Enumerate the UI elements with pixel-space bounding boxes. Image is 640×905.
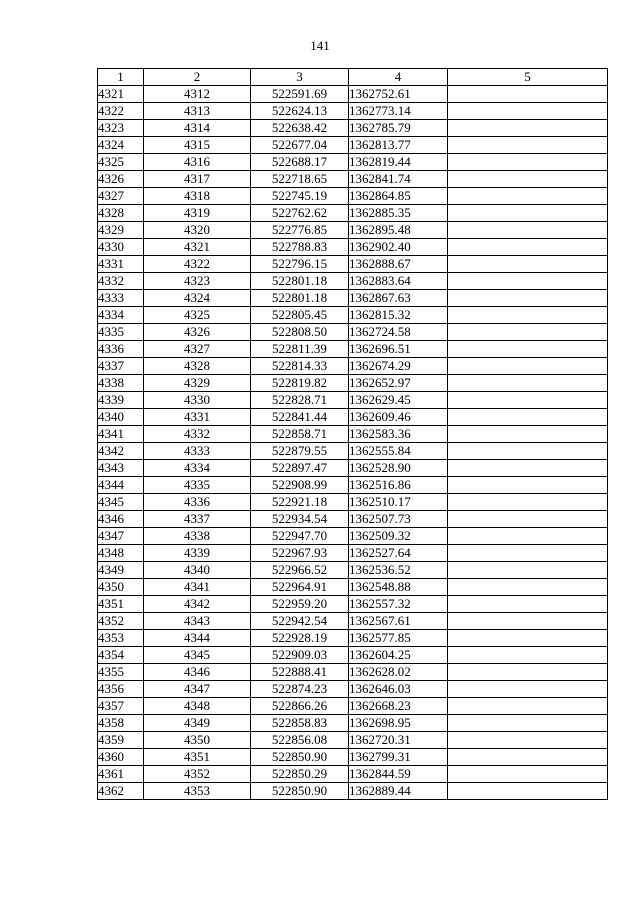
note-cell [448,494,608,511]
coordinate-x: 522942.54 [251,613,349,630]
table-row [98,375,608,392]
row-number: 4331 [98,256,144,273]
table-row [98,120,608,137]
row-number: 4322 [98,103,144,120]
coordinate-y: 1362609.46 [349,409,448,426]
header-col-4: 4 [349,69,448,86]
row-number: 4333 [98,290,144,307]
row-number: 4355 [98,664,144,681]
table-body [98,86,608,800]
coordinate-y: 1362752.61 [349,86,448,103]
table-row [98,222,608,239]
note-cell [448,358,608,375]
coordinate-x: 522624.13 [251,103,349,120]
coordinate-y: 1362698.95 [349,715,448,732]
coordinate-x: 522966.52 [251,562,349,579]
note-cell [448,239,608,256]
note-cell [448,545,608,562]
note-cell [448,511,608,528]
table-row [98,137,608,154]
coordinate-y: 1362509.32 [349,528,448,545]
row-number: 4327 [98,188,144,205]
coordinate-x: 522808.50 [251,324,349,341]
table-row [98,477,608,494]
point-number: 4323 [144,273,251,290]
point-number: 4330 [144,392,251,409]
note-cell [448,375,608,392]
note-cell [448,613,608,630]
row-number: 4356 [98,681,144,698]
coordinate-x: 522801.18 [251,290,349,307]
row-number: 4351 [98,596,144,613]
coordinate-x: 522762.62 [251,205,349,222]
note-cell [448,630,608,647]
note-cell [448,732,608,749]
row-number: 4324 [98,137,144,154]
note-cell [448,528,608,545]
point-number: 4342 [144,596,251,613]
row-number: 4325 [98,154,144,171]
header-col-1: 1 [98,69,144,86]
table-row [98,205,608,222]
coordinate-y: 1362555.84 [349,443,448,460]
point-number: 4343 [144,613,251,630]
note-cell [448,409,608,426]
point-number: 4333 [144,443,251,460]
note-cell [448,579,608,596]
coordinate-x: 522856.08 [251,732,349,749]
point-number: 4347 [144,681,251,698]
row-number: 4334 [98,307,144,324]
point-number: 4334 [144,460,251,477]
note-cell [448,426,608,443]
row-number: 4337 [98,358,144,375]
coordinate-x: 522814.33 [251,358,349,375]
coordinate-y: 1362567.61 [349,613,448,630]
table-header-row [98,69,608,86]
point-number: 4315 [144,137,251,154]
table-row [98,358,608,375]
coordinate-x: 522850.90 [251,749,349,766]
note-cell [448,698,608,715]
table-row [98,562,608,579]
note-cell [448,120,608,137]
note-cell [448,596,608,613]
coordinate-x: 522879.55 [251,443,349,460]
point-number: 4318 [144,188,251,205]
row-number: 4329 [98,222,144,239]
table-row [98,239,608,256]
note-cell [448,681,608,698]
row-number: 4344 [98,477,144,494]
note-cell [448,783,608,800]
coordinate-y: 1362785.79 [349,120,448,137]
coordinate-y: 1362629.45 [349,392,448,409]
table-row [98,732,608,749]
row-number: 4360 [98,749,144,766]
coordinate-x: 522967.93 [251,545,349,562]
table-row [98,426,608,443]
point-number: 4335 [144,477,251,494]
coordinate-x: 522841.44 [251,409,349,426]
table-row [98,630,608,647]
row-number: 4323 [98,120,144,137]
table-row [98,698,608,715]
coordinate-y: 1362773.14 [349,103,448,120]
row-number: 4321 [98,86,144,103]
row-number: 4335 [98,324,144,341]
coordinate-y: 1362889.44 [349,783,448,800]
note-cell [448,664,608,681]
point-number: 4320 [144,222,251,239]
note-cell [448,290,608,307]
point-number: 4327 [144,341,251,358]
coordinate-y: 1362548.88 [349,579,448,596]
row-number: 4342 [98,443,144,460]
table-row [98,273,608,290]
coordinate-x: 522828.71 [251,392,349,409]
point-number: 4329 [144,375,251,392]
coordinate-y: 1362902.40 [349,239,448,256]
table-row [98,545,608,562]
coordinate-x: 522866.26 [251,698,349,715]
coordinate-y: 1362819.44 [349,154,448,171]
row-number: 4347 [98,528,144,545]
table-row [98,664,608,681]
coordinate-x: 522638.42 [251,120,349,137]
row-number: 4343 [98,460,144,477]
coordinate-x: 522897.47 [251,460,349,477]
row-number: 4338 [98,375,144,392]
table-row [98,154,608,171]
coordinate-y: 1362646.03 [349,681,448,698]
table-row [98,171,608,188]
coordinate-y: 1362813.77 [349,137,448,154]
table-row [98,392,608,409]
coordinate-y: 1362507.73 [349,511,448,528]
point-number: 4319 [144,205,251,222]
note-cell [448,477,608,494]
note-cell [448,188,608,205]
coordinate-y: 1362536.52 [349,562,448,579]
point-number: 4312 [144,86,251,103]
note-cell [448,392,608,409]
table-row [98,511,608,528]
point-number: 4322 [144,256,251,273]
row-number: 4340 [98,409,144,426]
coordinates-table [97,68,608,800]
table-row [98,749,608,766]
point-number: 4339 [144,545,251,562]
coordinate-x: 522745.19 [251,188,349,205]
coordinate-y: 1362864.85 [349,188,448,205]
point-number: 4337 [144,511,251,528]
point-number: 4352 [144,766,251,783]
header-col-2: 2 [144,69,251,86]
table-row [98,290,608,307]
row-number: 4326 [98,171,144,188]
note-cell [448,749,608,766]
coordinate-y: 1362844.59 [349,766,448,783]
point-number: 4332 [144,426,251,443]
coordinate-x: 522776.85 [251,222,349,239]
coordinate-x: 522908.99 [251,477,349,494]
table-row [98,460,608,477]
note-cell [448,103,608,120]
note-cell [448,86,608,103]
note-cell [448,460,608,477]
coordinate-y: 1362583.36 [349,426,448,443]
point-number: 4336 [144,494,251,511]
coordinate-y: 1362510.17 [349,494,448,511]
row-number: 4348 [98,545,144,562]
header-col-3: 3 [251,69,349,86]
table-row [98,188,608,205]
row-number: 4341 [98,426,144,443]
row-number: 4359 [98,732,144,749]
coordinate-x: 522858.71 [251,426,349,443]
row-number: 4336 [98,341,144,358]
coordinate-x: 522947.70 [251,528,349,545]
coordinate-x: 522819.82 [251,375,349,392]
coordinate-y: 1362557.32 [349,596,448,613]
coordinate-x: 522805.45 [251,307,349,324]
point-number: 4351 [144,749,251,766]
coordinate-x: 522909.03 [251,647,349,664]
table-row [98,681,608,698]
coordinate-y: 1362720.31 [349,732,448,749]
note-cell [448,647,608,664]
point-number: 4313 [144,103,251,120]
note-cell [448,715,608,732]
point-number: 4340 [144,562,251,579]
row-number: 4358 [98,715,144,732]
coordinate-x: 522921.18 [251,494,349,511]
coordinate-y: 1362674.29 [349,358,448,375]
table-row [98,783,608,800]
point-number: 4346 [144,664,251,681]
point-number: 4350 [144,732,251,749]
row-number: 4339 [98,392,144,409]
row-number: 4328 [98,205,144,222]
coordinate-y: 1362885.35 [349,205,448,222]
coordinate-x: 522688.17 [251,154,349,171]
note-cell [448,324,608,341]
coordinate-y: 1362815.32 [349,307,448,324]
coordinate-y: 1362841.74 [349,171,448,188]
table-row [98,647,608,664]
point-number: 4316 [144,154,251,171]
coordinate-x: 522934.54 [251,511,349,528]
coordinate-y: 1362895.48 [349,222,448,239]
note-cell [448,171,608,188]
coordinate-y: 1362668.23 [349,698,448,715]
coordinate-y: 1362888.67 [349,256,448,273]
row-number: 4361 [98,766,144,783]
coordinate-y: 1362652.97 [349,375,448,392]
row-number: 4332 [98,273,144,290]
coordinate-y: 1362883.64 [349,273,448,290]
table-row [98,528,608,545]
coordinate-y: 1362628.02 [349,664,448,681]
point-number: 4328 [144,358,251,375]
row-number: 4345 [98,494,144,511]
coordinate-x: 522677.04 [251,137,349,154]
table-row [98,409,608,426]
note-cell [448,137,608,154]
table-row [98,766,608,783]
note-cell [448,256,608,273]
coordinate-y: 1362696.51 [349,341,448,358]
point-number: 4326 [144,324,251,341]
row-number: 4352 [98,613,144,630]
header-col-5: 5 [448,69,608,86]
coordinate-y: 1362799.31 [349,749,448,766]
table-row [98,715,608,732]
note-cell [448,443,608,460]
coordinate-y: 1362724.58 [349,324,448,341]
coordinate-x: 522959.20 [251,596,349,613]
coordinate-x: 522928.19 [251,630,349,647]
coordinate-x: 522591.69 [251,86,349,103]
point-number: 4348 [144,698,251,715]
coordinate-x: 522811.39 [251,341,349,358]
point-number: 4341 [144,579,251,596]
coordinate-x: 522788.83 [251,239,349,256]
row-number: 4362 [98,783,144,800]
note-cell [448,222,608,239]
coordinate-x: 522888.41 [251,664,349,681]
row-number: 4350 [98,579,144,596]
point-number: 4314 [144,120,251,137]
coordinate-y: 1362527.64 [349,545,448,562]
note-cell [448,562,608,579]
note-cell [448,273,608,290]
coordinate-x: 522796.15 [251,256,349,273]
coordinate-y: 1362577.85 [349,630,448,647]
table-row [98,613,608,630]
note-cell [448,341,608,358]
note-cell [448,307,608,324]
table-row [98,256,608,273]
coordinate-y: 1362867.63 [349,290,448,307]
point-number: 4331 [144,409,251,426]
point-number: 4349 [144,715,251,732]
page-number: 141 [310,38,330,53]
row-number: 4346 [98,511,144,528]
coordinate-x: 522858.83 [251,715,349,732]
table-row [98,494,608,511]
note-cell [448,766,608,783]
row-number: 4330 [98,239,144,256]
point-number: 4325 [144,307,251,324]
table-row [98,307,608,324]
table-row [98,443,608,460]
coordinate-y: 1362516.86 [349,477,448,494]
table-row [98,324,608,341]
point-number: 4345 [144,647,251,664]
note-cell [448,154,608,171]
coordinate-x: 522964.91 [251,579,349,596]
row-number: 4353 [98,630,144,647]
coordinate-x: 522718.65 [251,171,349,188]
coordinate-y: 1362604.25 [349,647,448,664]
point-number: 4317 [144,171,251,188]
point-number: 4344 [144,630,251,647]
point-number: 4324 [144,290,251,307]
note-cell [448,205,608,222]
coordinate-x: 522850.29 [251,766,349,783]
point-number: 4338 [144,528,251,545]
table-row [98,596,608,613]
coordinate-x: 522874.23 [251,681,349,698]
table-row [98,103,608,120]
point-number: 4321 [144,239,251,256]
row-number: 4354 [98,647,144,664]
row-number: 4349 [98,562,144,579]
row-number: 4357 [98,698,144,715]
table-row [98,86,608,103]
coordinate-x: 522850.90 [251,783,349,800]
point-number: 4353 [144,783,251,800]
table-row [98,341,608,358]
coordinate-x: 522801.18 [251,273,349,290]
table-row [98,579,608,596]
coordinate-y: 1362528.90 [349,460,448,477]
